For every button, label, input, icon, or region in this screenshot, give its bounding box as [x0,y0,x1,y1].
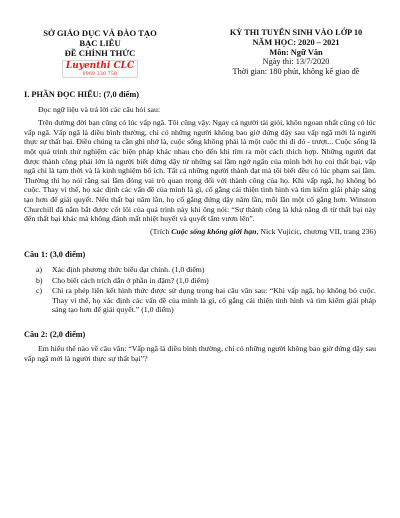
exam-title: KỲ THI TUYỂN SINH VÀO LỚP 10 [229,28,363,37]
item-text: Xác định phương thức biểu đạt chính. (1,0 điểm) [52,264,205,274]
item-text: Cho biết cách trích dẫn ở phần in đậm? (1,0 điểm) [52,275,209,285]
official-exam-label: ĐỀ CHÍNH THỨC [64,48,136,58]
reading-passage: Trên đường đời bạn cũng có lúc vấp ngã. Tôi cũng vậy. Ngay cả người tài giỏi, khôn ngoan nhất cũng có lúc vấp ngã. Vấp ngã là điều bình thường, chỉ có những người không bao giờ đứng dậy sau vấp ngã mới là người thực sự thất bại. Điều chúng ta cần ghi nhớ là, cuộc sống không phải là một cuộc thi đi đó - trượt... Cuộc sống là một quá trình thử nghiệm các biện pháp khác nhau cho đến khi tìm ra một cách thích hợp. Những người đạt được thành công phải lớn là người biết đứng dậy từ những sai lầm ngớ ngẩn của mình bởi họ coi thất bại, vấp ngã chỉ là tạm thời và là kinh nghiệm bổ ích. Tất cả những người thành đạt mà tôi biết đều có lúc phạm sai lầm. Thường thì họ nói rằng sai lầm đóng vai trò quan trọng đối với thành công của họ. Khi vấp ngã, họ không bỏ cuộc. Thay vì thế, họ xác định các vấn đề của mình là gì, cố gắng cải thiện tình hình và tìm kiếm giải pháp sáng tạo hơn để giải quyết. Nếu thất bại năm lần, họ cố gắng đứng dậy năm lần, mỗi lần một cố gắng hơn. Winston Churchill đã nắm bắt được cốt lõi của quá trình này khi ông nói: “Sự thành công là khả năng đi từ thất bại này đến thất bại khác mà không đánh mất nhiệt huyết và quyết tâm vươn lên”. [24,118,376,224]
department-name: SỞ GIÁO DỤC VÀ ĐÀO TẠO [43,28,157,38]
exam-duration: Thời gian: 180 phút, không kể giao đề [232,67,360,77]
stamp-name: Luyenthi CLC [65,61,135,71]
item-label: c) [36,286,43,296]
stamp-phone: 0969 330 758 [82,71,118,77]
source-prefix: (Trích [150,226,172,236]
question-2-title: Câu 2: (2,0 điểm) [24,329,86,339]
question-2-text: Em hiểu thế nào về câu văn: “Vấp ngã là điều bình thường, chỉ có những người không bao giờ đứng dậy sau vấp ngã mới là người thực sự thất bại”? [24,344,376,364]
question-1b [24,276,376,286]
province-name: BẠC LIÊU [79,38,121,48]
item-label: a) [36,264,43,274]
question-1-title: Câu 1: (3,0 điểm) [24,250,86,260]
item-text: Chỉ ra phép liên kết hình thức được sử dụng trong hai câu văn sau: “Khi vấp ngã, họ không bỏ cuộc. Thay vì thế, họ xác định các vấn đề của mình là gì, cố gắng cải thiện tình hình và tìm kiếm giải pháp sáng tạo hơn để giải quyết.” (1,0 điểm) [52,286,376,315]
item-label: b) [36,275,43,285]
reading-instruction: Đọc ngữ liệu và trả lời các câu hỏi sau: [38,104,161,114]
section-title: I. PHẦN ĐỌC HIỂU: (7,0 điểm) [24,90,139,99]
watermark-stamp [62,60,138,78]
exam-body [24,90,376,364]
question-1c [24,286,376,315]
source-book-title: Cuộc sống không giới hạn [171,226,257,236]
question-1a [24,265,376,275]
source-suffix: , Nick Vujicic, chương VII, trang 236) [256,226,376,236]
header-right [206,28,386,77]
header-left [24,28,176,80]
passage-source [24,227,376,237]
school-year: NĂM HỌC: 2020 – 2021 [252,37,340,47]
exam-date: Ngày thi: 13/7/2020 [262,57,330,67]
subject: Môn: Ngữ Văn [269,47,323,57]
